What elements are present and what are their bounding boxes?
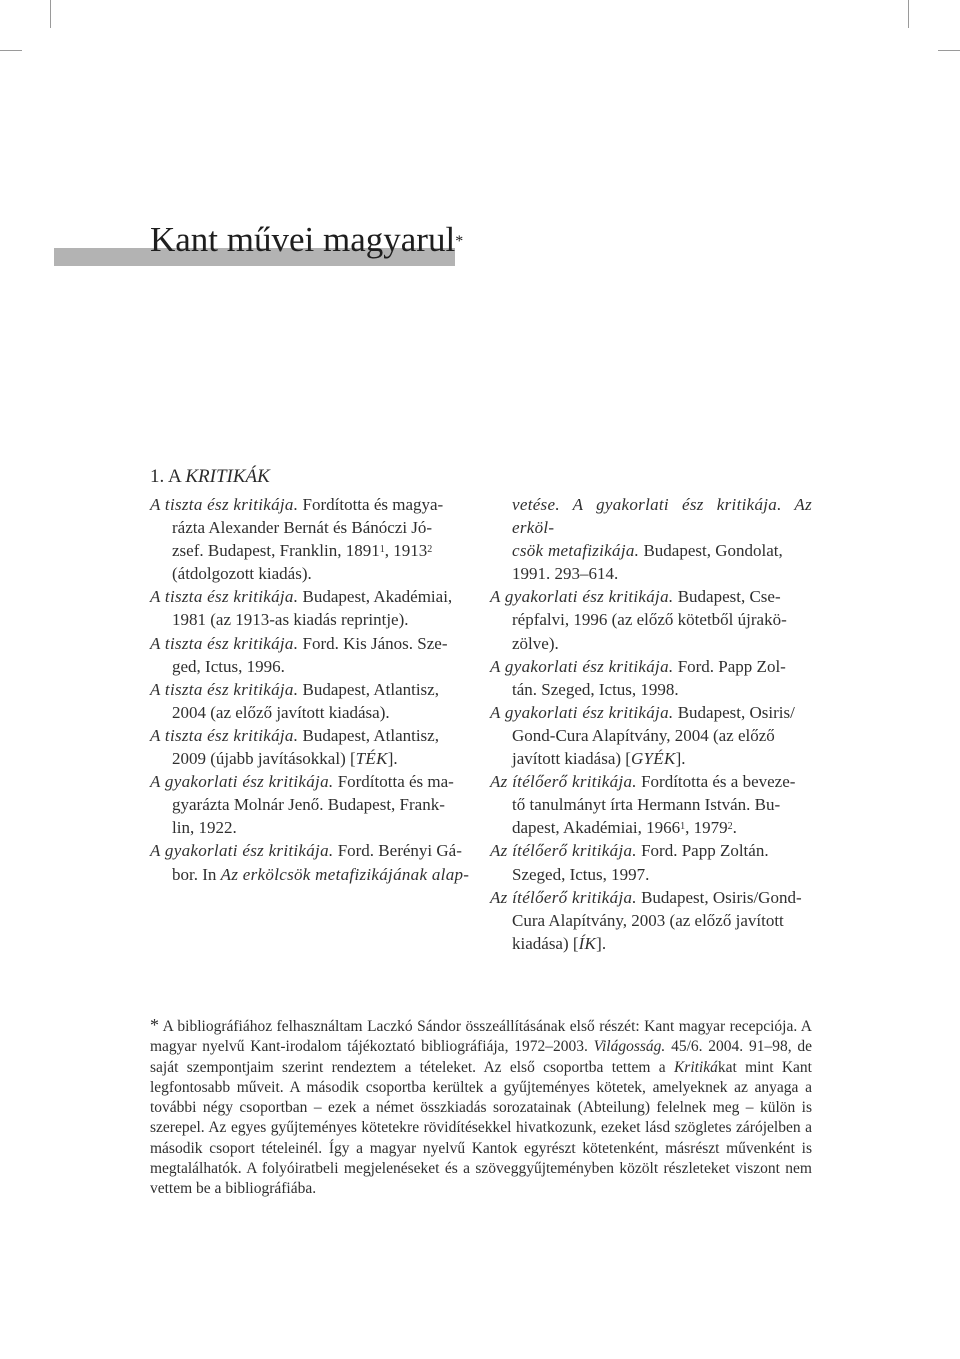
- list-item: vetése. A gyakorlati ész kritikája. Az erköl- csök metafizikája. Budapest, Gondolat, 1991. 293–614.: [512, 495, 812, 584]
- list-item: A gyakorlati ész kritikája. Ford. Berényi Gá- bor. In Az erkölcsök metafizikájának alap-: [150, 841, 470, 884]
- list-item: A tiszta ész kritikája. Budapest, Atlantisz, 2009 (újabb javításokkal) [TÉK].: [150, 725, 439, 769]
- footnote-marker: *: [150, 1015, 159, 1035]
- list-item: A gyakorlati ész kritikája. Budapest, Cse- répfalvi, 1996 (az előző kötetből újrakö- zölve).: [490, 587, 787, 653]
- list-item: Az ítélőerő kritikája. Budapest, Osiris/Gond- Cura Alapítvány, 2003 (az előző javított kiadása) [ÍK].: [490, 887, 802, 953]
- list-item: A tiszta ész kritikája. Fordította és magya- rázta Alexander Bernát és Bánóczi Jó- zsef. Budapest, Franklin, 1891$^1$, 1913$^2$ (átdolgozott kiadás).: [150, 495, 444, 584]
- crop-mark-top-right: [908, 0, 909, 28]
- page-title: Kant művei magyarul*: [150, 220, 464, 259]
- list-item: Az ítélőerő kritikája. Fordította és a beveze- tő tanulmányt írta Hermann István. Bu- dapest, Akadémiai, 1966$^1$, 1979$^2$.: [490, 772, 796, 838]
- title-footnote-marker: *: [455, 233, 464, 250]
- crop-mark-left-top: [0, 50, 22, 51]
- list-item: Az ítélőerő kritikája. Ford. Papp Zoltán. Szeged, Ictus, 1997.: [490, 841, 769, 884]
- list-item: A gyakorlati ész kritikája. Fordította és ma- gyarázta Molnár Jenő. Budapest, Frank- lin, 1922.: [150, 772, 454, 838]
- list-item: A tiszta ész kritikája. Ford. Kis János. Sze- ged, Ictus, 1996.: [150, 633, 448, 676]
- footnote: * A bibliográfiához felhasználtam Laczkó Sándor összeállításának első részét: Kant magyar recepciója. A magyar nyelvű Kant-irodalom tájékoztató bibliográfiája, 1972–2003. Világosság. 45/6. 2004. 91–98, de saját szempontjaim szerint rendeztem a tételeket. Az első csoportba tettem a Kritikákat mint Kant legfontosabb műveit. A második csoportba kerültek a gyűjteményes kötetek, amelyeknek az anyaga a további négy csoportban – ezek a német összkiadás sorozatainak (Abteilung) felelnek meg – külön is szerepel. Az egyes gyűjteményes kötetekre rövidítésekkel hivatkozunk, ezeket lásd szögletes zárójelben a második csoport tételeinél. Így a magyar nyelvű Kantok egyrészt kötetenként, másrészt művenként is megtalálhatók. A folyóiratbeli megjelenéseket és a szöveggyűjteményben közölt részleteket viszont nem vettem be a bibliográfiába.: [150, 1015, 813, 1198]
- list-item: A gyakorlati ész kritikája. Ford. Papp Zol- tán. Szeged, Ictus, 1998.: [490, 656, 786, 699]
- list-item: A gyakorlati ész kritikája. Budapest, Osiris/ Gond-Cura Alapítvány, 2004 (az előző javított kiadása) [GYÉK].: [490, 702, 795, 769]
- left-column: [150, 493, 472, 886]
- list-item: A tiszta ész kritikája. Budapest, Atlantisz, 2004 (az előző javított kiadása).: [150, 679, 439, 722]
- list-item: A tiszta ész kritikája. Budapest, Akadémiai, 1981 (az 1913-as kiadás reprintje).: [150, 587, 453, 630]
- crop-mark-top-left: [50, 0, 51, 28]
- section-heading: 1. A KRITIKÁK: [150, 466, 270, 487]
- right-column: [490, 493, 812, 955]
- crop-mark-right-top: [938, 50, 960, 51]
